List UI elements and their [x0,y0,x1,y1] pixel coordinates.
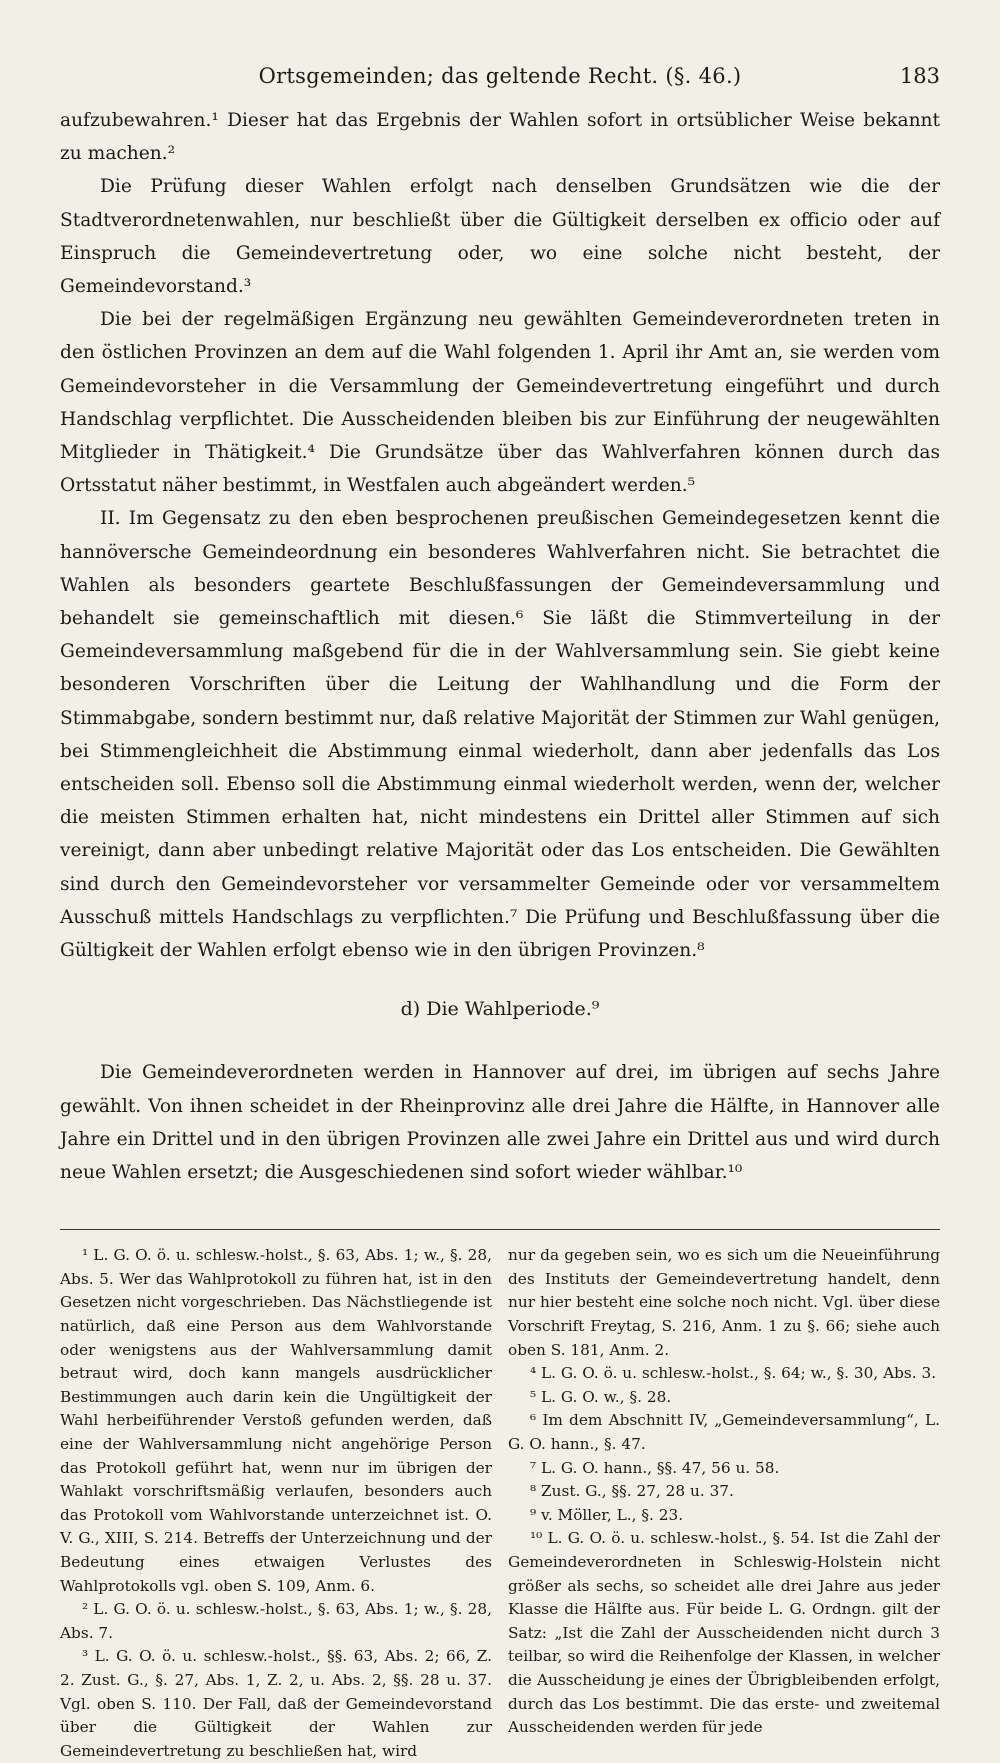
footnotes-left-column [60,1244,492,1763]
footnote-divider [60,1229,940,1230]
footnote-9: ⁹ v. Möller, L., §. 23. [530,1505,684,1524]
footnote-3-continuation: nur da gegeben sein, wo es sich um die Neueinführung des Instituts der Gemeindevertretung handelt, denn nur hier besteht eine solche noch nicht. Vgl. über diese Vorschrift Freytag, S. 216, Anm. 1 zu §. 66; siehe auch oben S. 181, Anm. 2. [508,1246,940,1359]
running-head [60,58,940,98]
footnote-3: ³ L. G. O. ö. u. schlesw.-holst., §§. 63, Abs. 2; 66, Z. 2. Zust. G., §. 27, Abs. 1, Z. 2, u. Abs. 2, §§. 28 u. 37. Vgl. oben S. 110. Der Fall, daß der Gemeindevorstand über die Gültigkeit der Wahlen zur Gemeindevertretung zu beschließen hat, wird [60,1647,492,1760]
paragraph: Die bei der regelmäßigen Ergänzung neu gewählten Gemeindeverordneten treten in den östlichen Provinzen an dem auf die Wahl folgenden 1. April ihr Amt an, sie werden vom Gemeindevorsteher in die Versammlung der Gemeindevertretung eingeführt und durch Handschlag verpflichtet. Die Ausscheidenden bleiben bis zur Einführung der neugewählten Mitglieder in Thätigkeit.⁴ Die Grundsätze über das Wahlverfahren können durch das Ortsstatut näher bestimmt, in Westfalen auch abgeändert werden.⁵ [60,309,940,497]
footnote-6: ⁶ Im dem Abschnitt IV, „Gemeindeversammlung“, L. G. O. hann., §. 47. [508,1411,940,1454]
paragraph: aufzubewahren.¹ Dieser hat das Ergebnis der Wahlen sofort in ortsüblicher Weise bekannt zu machen.² [60,110,940,165]
footnote-8: ⁸ Zust. G., §§. 27, 28 u. 37. [530,1482,734,1501]
footnote-1: ¹ L. G. O. ö. u. schlesw.-holst., §. 63, Abs. 1; w., §. 28, Abs. 5. Wer das Wahlprotokoll zu führen hat, ist in den Gesetzen nicht vorgeschrieben. Das Nächstliegende ist natürlich, daß eine Person aus dem Wahlvorstande oder wenigstens aus der Wahlversammlung damit betraut wird, doch kann mangels ausdrücklicher Bestimmungen auch darin kein die Ungültigkeit der Wahl herbeiführender Verstoß gefunden werden, daß eine der Wahlversammlung nicht angehörige Person das Protokoll geführt hat, wenn nur im übrigen der Wahlakt vorschriftsmäßig verlaufen, besonders auch das Protokoll vom Wahlvorstande unterzeichnet ist. O. V. G., XIII, S. 214. Betreffs der Unterzeichnung und der Bedeutung eines etwaigen Verlustes des Wahlprotokolls vgl. oben S. 109, Anm. 6. [60,1246,492,1595]
footnote-7: ⁷ L. G. O. hann., §§. 47, 56 u. 58. [530,1458,780,1477]
running-title: Ortsgemeinden; das geltende Recht. (§. 46.) [258,64,742,88]
footnote-5: ⁵ L. G. O. w., §. 28. [530,1387,672,1406]
footnote-2: ² L. G. O. ö. u. schlesw.-holst., §. 63, Abs. 1; w., §. 28, Abs. 7. [60,1600,492,1642]
footnote-4: ⁴ L. G. O. ö. u. schlesw.-holst., §. 64; w., §. 30, Abs. 3. [530,1364,937,1383]
page-number: 183 [899,64,940,88]
main-text [60,104,940,1189]
footnotes [60,1244,940,1763]
footnotes-right-column [508,1244,940,1763]
paragraph: II. Im Gegensatz zu den eben besprochenen preußischen Gemeindegesetzen kennt die hannöversche Gemeindeordnung ein besonderes Wahlverfahren nicht. Sie betrachtet die Wahlen als besonders geartete Beschlußfassungen der Gemeindeversammlung und behandelt sie gemeinschaftlich mit diesen.⁶ Sie läßt die Stimmverteilung in der Gemeindeversammlung maßgebend für die in der Wahlversammlung sein. Sie giebt keine besonderen Vorschriften über die Leitung der Wahlhandlung und die Form der Stimmabgabe, sondern bestimmt nur, daß relative Majorität der Stimmen zur Wahl genügen, bei Stimmengleichheit die Abstimmung einmal wiederholt, dann aber jedenfalls das Los entscheiden soll. Ebenso soll die Abstimmung einmal wiederholt werden, wenn der, welcher die meisten Stimmen erhalten hat, nicht mindestens ein Drittel aller Stimmen auf sich vereinigt, dann aber unbedingt relative Majorität oder das Los entscheiden. Die Gewählten sind durch den Gemeindevorsteher vor versammelter Gemeinde oder vor versammeltem Ausschuß mittels Handschlags zu verpflichten.⁷ Die Prüfung und Beschlußfassung über die Gültigkeit der Wahlen erfolgt ebenso wie in den übrigen Provinzen.⁸ [60,508,940,962]
paragraph: Die Prüfung dieser Wahlen erfolgt nach denselben Grundsätzen wie die der Stadtverordnetenwahlen, nur beschließt über die Gültigkeit derselben ex officio oder auf Einspruch die Gemeindevertretung oder, wo eine solche nicht besteht, der Gemeindevorstand.³ [60,176,940,298]
paragraph: Die Gemeindeverordneten werden in Hannover auf drei, im übrigen auf sechs Jahre gewählt. Von ihnen scheidet in der Rheinprovinz alle drei Jahre die Hälfte, in Hannover alle Jahre ein Drittel und in den übrigen Provinzen alle zwei Jahre ein Drittel aus und wird durch neue Wahlen ersetzt; die Ausgeschiedenen sind sofort wieder wählbar.¹⁰ [60,1062,940,1184]
section-heading: d) Die Wahlperiode.⁹ [400,998,600,1021]
footnote-10: ¹⁰ L. G. O. ö. u. schlesw.-holst., §. 54. Ist die Zahl der Gemeindeverordneten in Schleswig-Holstein nicht größer als sechs, so scheidet alle drei Jahre aus jeder Klasse die Hälfte aus. Für beide L. G. Ordngn. gilt der Satz: „Ist die Zahl der Ausscheidenden nicht durch 3 teilbar, so wird die Reihenfolge der Klassen, in welcher die Ausscheidung je eines der Übrigbleibenden erfolgt, durch das Los bestimmt. Die das erste- und zweitemal Ausscheidenden werden für jede [508,1529,940,1737]
